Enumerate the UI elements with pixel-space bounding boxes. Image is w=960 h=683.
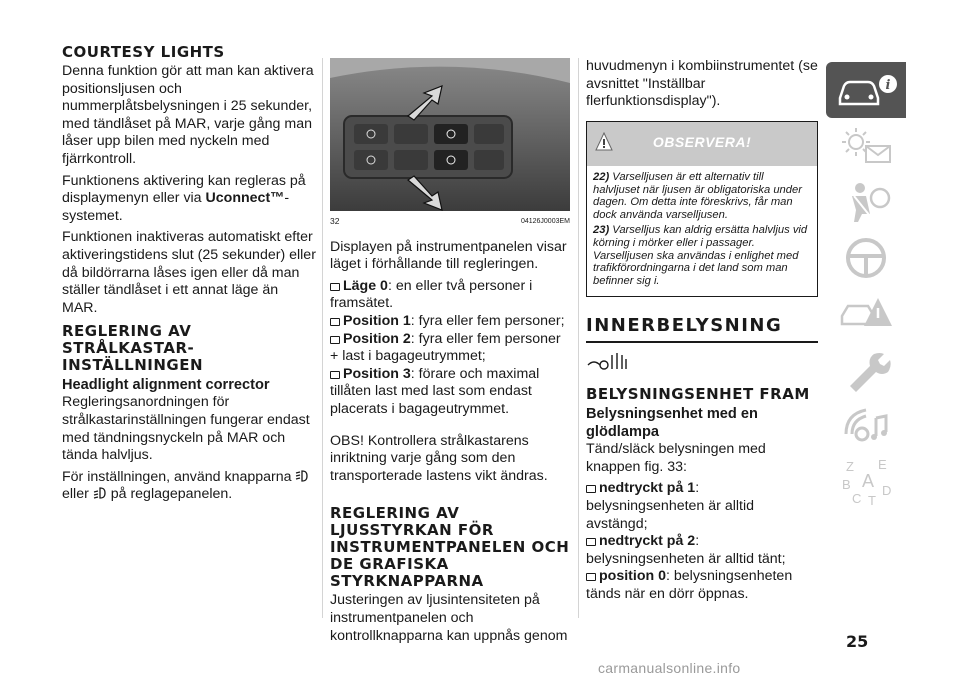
list-item: [586, 480, 818, 533]
list-item: [330, 366, 570, 419]
index-letters-icon: [836, 457, 896, 507]
item-text: : förare och maximal tillåten last med last som endast placerats i bagageutrymmet.: [330, 365, 540, 417]
heading-courtesy-lights: COURTESY LIGHTS: [62, 43, 225, 61]
figure-caption: [330, 213, 570, 231]
item-label: nedtryckt på 2: [599, 533, 696, 550]
list-item: [586, 533, 818, 568]
paragraph: Regleringsanordningen för strålkastarinställningen fungerar endast med tändningsnyckeln på MAR och tända halvljus.: [62, 394, 310, 464]
watermark: carmanualsonline.info: [598, 660, 741, 676]
paragraph: [62, 173, 316, 226]
item-text: : en eller två personer i framsätet.: [330, 277, 533, 312]
paragraph: Funktionen inaktiveras automatiskt efter aktiveringstidens slut (25 sekunder) eller då bildörrarna låses igen eller då man ställer tändlåset i ett annat läge än MAR.: [62, 229, 316, 316]
item-label: Position 1: [343, 312, 411, 329]
figure-code: 04126J0003EM: [520, 218, 570, 225]
item-label: Läge 0: [343, 277, 388, 294]
tab-emergency[interactable]: [826, 286, 906, 342]
svg-text:D: D: [882, 483, 892, 498]
note-header: [587, 122, 817, 166]
checkbox-bullet-icon: [330, 371, 340, 379]
emergency-triangle-icon: [836, 292, 896, 336]
item-label: nedtryckt på 1: [599, 480, 696, 497]
checkbox-bullet-icon: [586, 538, 596, 546]
tab-warning-lights[interactable]: [826, 118, 906, 174]
note-title: OBSERVERA!: [652, 133, 752, 150]
note-number: 23): [593, 223, 610, 236]
note-text: Varselljusen är ett alternativ till halvljuset när ljusen är obligatoriska under dagen. Om detta inte föreskrivs, får man dock använda varselljusen.: [593, 170, 802, 222]
list-item: [330, 278, 570, 313]
paragraph: Denna funktion gör att man kan aktivera positionsljusen och nummerplåtsbelysningen i 25 sekunder, med tändlåset på MAR, varje gång man låser upp bilen med nyckeln med fjärrkontroll.: [62, 63, 314, 167]
item-label: Position 3: [343, 365, 411, 382]
paragraph: Justeringen av ljusintensiteten på instrumentpanelen och kontrollknapparna kan uppnås genom: [330, 592, 568, 644]
checkbox-bullet-icon: [586, 485, 596, 493]
item-text: : belysningsenheten tänds när en dörr öppnas.: [586, 568, 793, 602]
note-body: [587, 166, 817, 296]
column-2: [330, 58, 570, 649]
paragraph: huvudmenyn i kombiinstrumentet (se avsnittet "Inställbar flerfunktionsdisplay").: [586, 58, 818, 110]
paragraph: OBS! Kontrollera strålkastarens inriktning varje gång som den transporterade lastens vikt ändras.: [330, 432, 548, 484]
column-divider: [578, 58, 579, 618]
svg-text:A: A: [862, 471, 875, 491]
svg-text:T: T: [868, 493, 876, 507]
checkbox-bullet-icon: [330, 336, 340, 344]
text: på reglagepanelen.: [110, 486, 233, 503]
figure-number: 32: [330, 216, 340, 226]
tab-index[interactable]: [826, 454, 906, 510]
figure-headlight-control-panel: [330, 58, 570, 211]
note-text: Varselljus kan aldrig ersätta halvljus vid körning i mörker eller i passager. Varselljusen ska användas i enlighet med trafikförordningarna i det land som man befinner sig i.: [593, 223, 808, 288]
headlight-up-icon: [295, 470, 309, 482]
tab-safety[interactable]: [826, 174, 906, 230]
tab-multimedia[interactable]: [826, 398, 906, 454]
item-text: : fyra eller fem personer;: [410, 312, 565, 329]
item-label: Position 2: [343, 330, 411, 347]
checkbox-bullet-icon: [330, 318, 340, 326]
checkbox-bullet-icon: [586, 573, 596, 581]
svg-text:i: i: [885, 78, 891, 93]
item-text: : fyra eller fem personer + last i bagageutrymmet;: [330, 330, 561, 365]
item-text: : belysningsenheten är alltid tänt;: [586, 533, 786, 567]
subheading: Belysningsenhet med en glödlampa: [586, 406, 758, 441]
note-23: [593, 224, 811, 288]
heading-instrument-brightness: REGLERING AV LJUSSTYRKAN FÖR INSTRUMENTPANELEN OCH DE GRAFISKA STYRKNAPPARNA: [330, 504, 570, 591]
steering-wheel-icon: [836, 236, 896, 280]
paragraph: [62, 469, 316, 504]
svg-text:E: E: [878, 457, 887, 472]
paragraph: Tänd/släck belysningen med knappen fig. 33:: [586, 441, 766, 475]
service-wrench-icon: [836, 348, 896, 392]
interior-light-icon: [586, 351, 630, 373]
checkbox-bullet-icon: [330, 283, 340, 291]
subheading: Headlight alignment corrector: [62, 377, 270, 394]
svg-text:C: C: [852, 491, 862, 506]
page-number: 25: [846, 632, 869, 651]
column-3: [586, 58, 818, 603]
svg-text:B: B: [842, 477, 851, 492]
heading-headlight-alignment: REGLERING AV STRÅLKASTAR-INSTÄLLNINGEN: [62, 322, 204, 375]
multimedia-icon: [836, 404, 896, 448]
note-number: 22): [593, 170, 610, 183]
column-1: [62, 44, 316, 508]
list-item: [330, 331, 570, 366]
control-panel-illustration: [330, 58, 570, 211]
tab-car-info[interactable]: [826, 62, 906, 118]
headlight-down-icon: [93, 487, 107, 499]
paragraph: Displayen på instrumentpanelen visar läget i förhållande till regleringen.: [330, 238, 567, 273]
airbag-safety-icon: [836, 180, 896, 224]
column-divider: [322, 58, 323, 618]
tab-starting-driving[interactable]: [826, 230, 906, 286]
text: Funktionens aktivering kan regleras på displaymenyn eller via: [62, 172, 306, 207]
list-item: [330, 313, 570, 331]
brand-name: Uconnect™: [205, 190, 285, 207]
item-label: position 0: [599, 568, 666, 585]
text: eller: [62, 486, 89, 503]
tab-maintenance[interactable]: [826, 342, 906, 398]
car-info-icon: [834, 70, 898, 110]
heading-front-light-unit: BELYSNINGSENHET FRAM: [586, 385, 810, 404]
svg-text:Z: Z: [846, 459, 854, 474]
chapter-sidebar: [826, 62, 906, 510]
note-22: [593, 171, 811, 222]
note-box: [586, 121, 818, 297]
warning-lights-icon: [836, 124, 896, 168]
item-text: : belysningsenheten är alltid avstängd;: [586, 480, 754, 532]
list-item: [586, 568, 818, 603]
text: -systemet.: [62, 190, 290, 224]
heading-interior-lighting: INNERBELYSNING: [586, 317, 818, 343]
text: För inställningen, använd knapparna: [62, 468, 292, 485]
